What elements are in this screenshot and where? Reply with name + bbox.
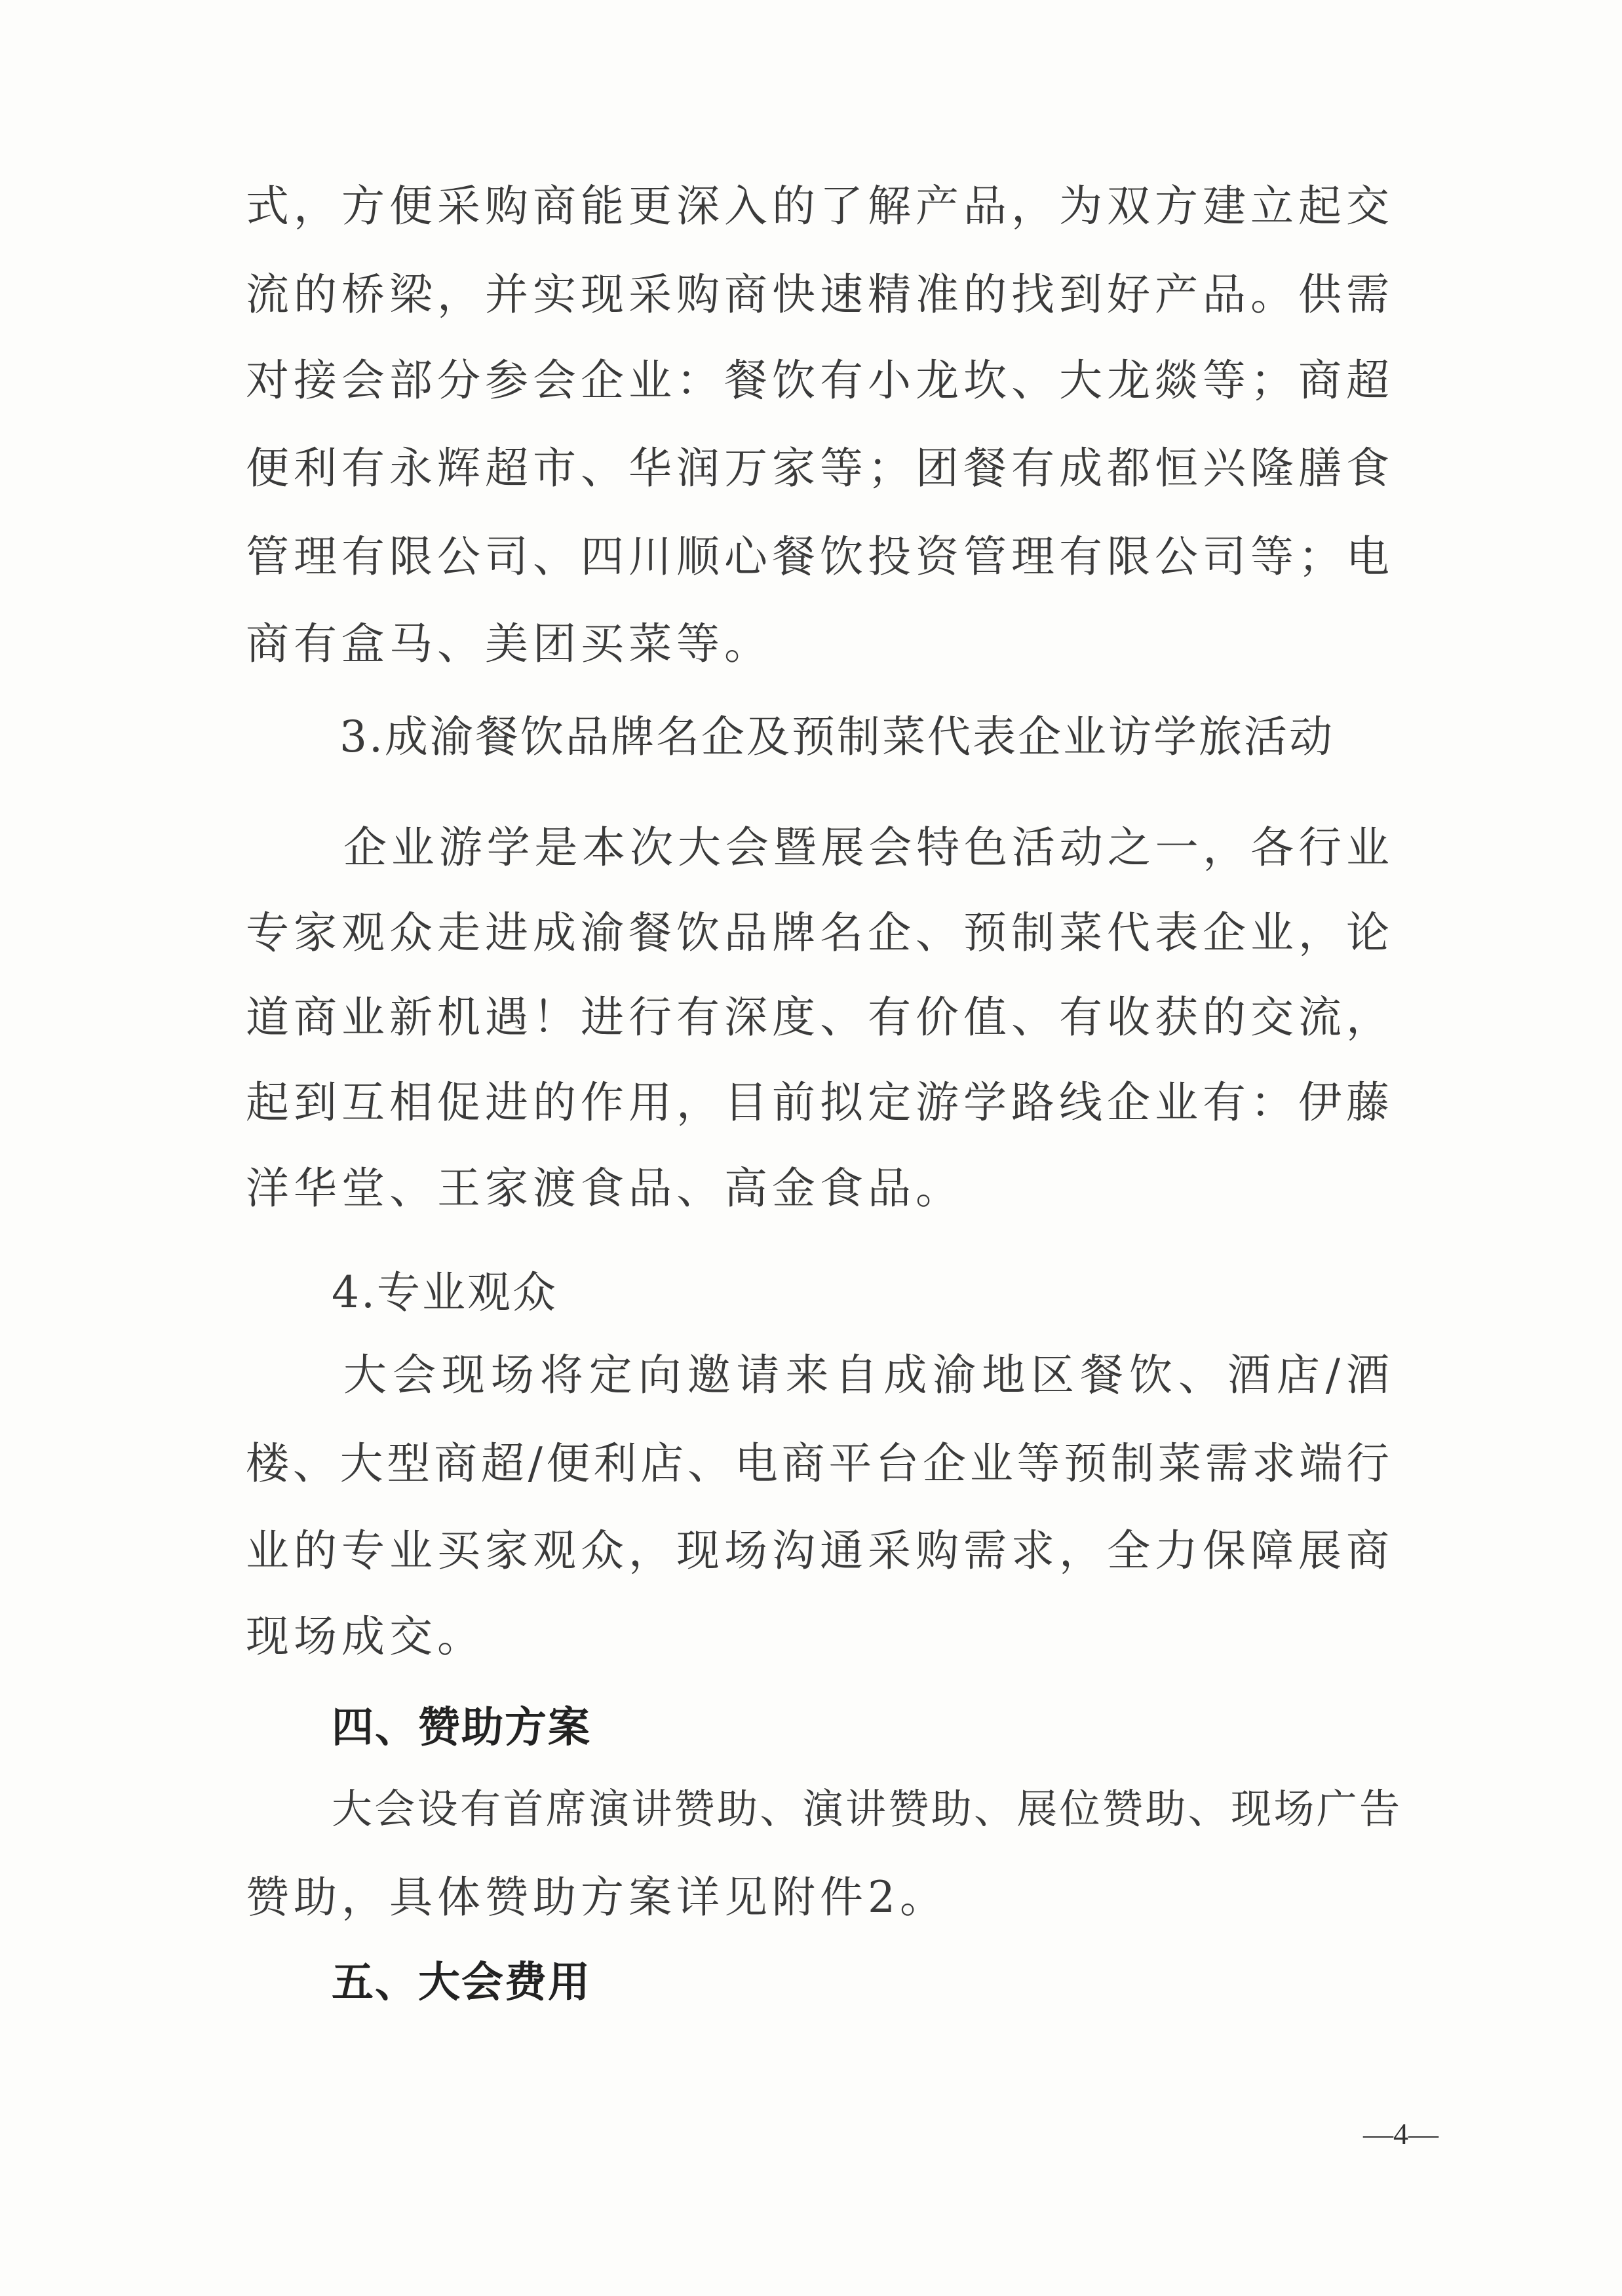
text-line: 管理有限公司、四川顺心餐饮投资管理有限公司等；电 bbox=[246, 531, 1389, 582]
text-line: 专家观众走进成渝餐饮品牌名企、预制菜代表企业，论 bbox=[246, 908, 1389, 958]
text-line: 式，方便采购商能更深入的了解产品，为双方建立起交 bbox=[246, 181, 1389, 231]
text-line: 大会现场将定向邀请来自成渝地区餐饮、酒店/酒 bbox=[343, 1350, 1389, 1400]
text-line: 道商业新机遇！进行有深度、有价值、有收获的交流， bbox=[246, 992, 1389, 1043]
text-line: 大会设有首席演讲赞助、演讲赞助、展位赞助、现场广告 bbox=[332, 1785, 1400, 1833]
text-line: 现场成交。 bbox=[246, 1611, 485, 1662]
text-line: 企业游学是本次大会暨展会特色活动之一，各行业 bbox=[343, 822, 1389, 873]
section-5-heading: 五、大会费用 bbox=[332, 1959, 591, 2007]
text-line: 业的专业买家观众，现场沟通采购需求，全力保障展商 bbox=[246, 1525, 1389, 1576]
text-line: 流的桥梁，并实现采购商快速精准的找到好产品。供需 bbox=[246, 269, 1389, 320]
item-4-title: 4.专业观众 bbox=[332, 1267, 558, 1318]
page-number: —4— bbox=[1363, 2117, 1439, 2151]
text-line: 起到互相促进的作用，目前拟定游学路线企业有：伊藤 bbox=[246, 1077, 1389, 1128]
text-line: 对接会部分参会企业：餐饮有小龙坎、大龙燚等；商超 bbox=[246, 355, 1389, 406]
text-line: 便利有永辉超市、华润万家等；团餐有成都恒兴隆膳食 bbox=[246, 443, 1389, 493]
text-line: 赞助，具体赞助方案详见附件2。 bbox=[246, 1872, 948, 1923]
item-3-title: 3.成渝餐饮品牌名企及预制菜代表企业访学旅活动 bbox=[339, 712, 1334, 762]
text-line: 商有盒马、美团买菜等。 bbox=[246, 619, 772, 669]
section-4-heading: 四、赞助方案 bbox=[332, 1704, 591, 1752]
text-line: 楼、大型商超/便利店、电商平台企业等预制菜需求端行 bbox=[246, 1438, 1389, 1489]
text-line: 洋华堂、王家渡食品、高金食品。 bbox=[246, 1163, 963, 1214]
